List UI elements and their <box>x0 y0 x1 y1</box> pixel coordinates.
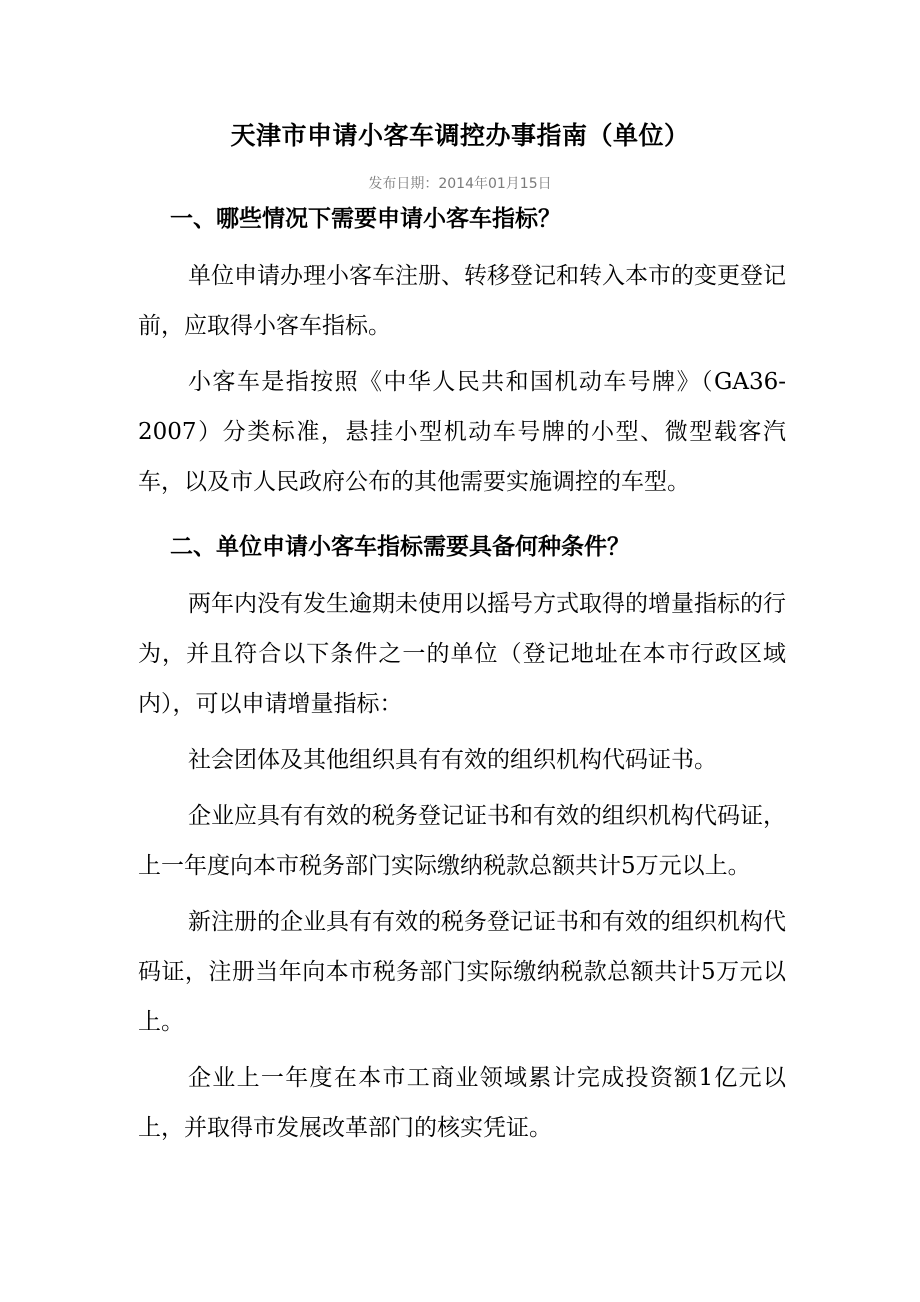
document-body <box>138 197 786 1159</box>
section-1 <box>138 197 786 507</box>
section-heading-2: 二、单位申请小客车指标需要具备何种条件？ <box>170 534 630 560</box>
paragraph-1-1: 单位申请办理小客车注册、转移登记和转入本市的变更登记前，应取得小客车指标。 <box>138 263 786 339</box>
paragraph-2-5: 企业上一年度在本市工商业领域累计完成投资额1亿元以上，并取得市发展改革部门的核实凭证。 <box>138 1065 786 1141</box>
document-title: 天津市申请小客车调控办事指南（单位） <box>230 121 690 150</box>
section-heading-1: 一、哪些情况下需要申请小客车指标？ <box>170 206 561 232</box>
paragraph-2-3: 企业应具有有效的税务登记证书和有效的组织机构代码证，上一年度向本市税务部门实际缴纳税款总额共计5万元以上。 <box>138 803 786 879</box>
paragraph-2-1: 两年内没有发生逾期未使用以摇号方式取得的增量指标的行为，并且符合以下条件之一的单位（登记地址在本市行政区域内），可以申请增量指标： <box>138 591 786 717</box>
paragraph-2-4: 新注册的企业具有有效的税务登记证书和有效的组织机构代码证，注册当年向本市税务部门实际缴纳税款总额共计5万元以上。 <box>138 909 786 1035</box>
section-2 <box>138 525 786 1153</box>
paragraph-1-2: 小客车是指按照《中华人民共和国机动车号牌》（GA36-2007）分类标准，悬挂小型机动车号牌的小型、微型载客汽车，以及市人民政府公布的其他需要实施调控的车型。 <box>138 369 786 495</box>
paragraph-2-2: 社会团体及其他组织具有有效的组织机构代码证书。 <box>188 747 717 773</box>
publish-date: 发布日期：2014年01月15日 <box>368 176 552 192</box>
